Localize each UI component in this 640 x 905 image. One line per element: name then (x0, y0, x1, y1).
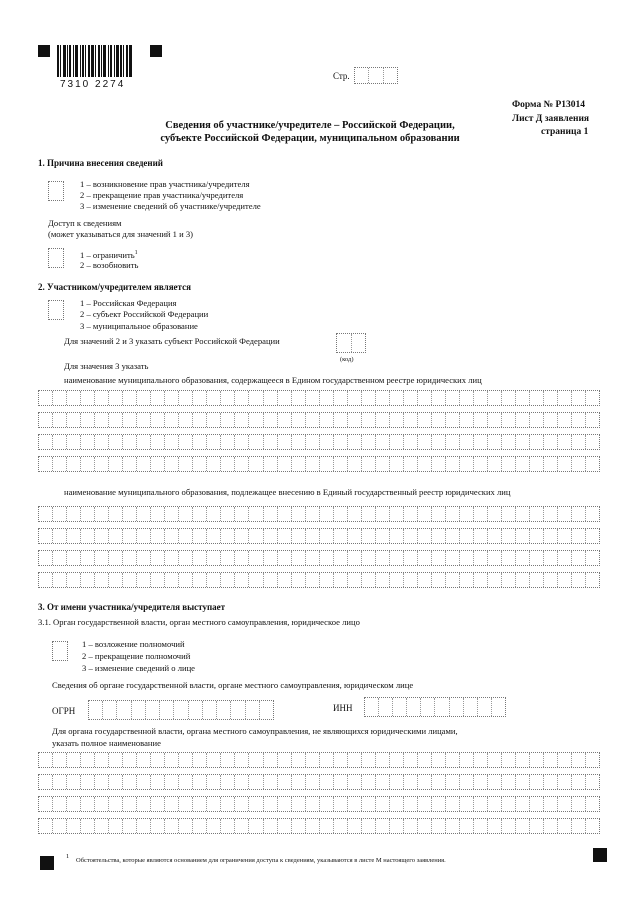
full-name-row-4[interactable] (38, 818, 600, 834)
new-name-row-1[interactable] (38, 506, 600, 522)
access-label: Доступ к сведениям (48, 218, 122, 228)
inn-label: ИНН (333, 703, 353, 713)
access-cell[interactable] (48, 248, 64, 268)
footnote-mark: 1 (66, 853, 70, 860)
organ-info-label: Сведения об органе государственной власти, органе местного самоуправления, юридическом лице (52, 680, 414, 690)
section1-option-2: 2 – прекращение прав участника/учредителя (80, 190, 244, 200)
section2-option-2: 2 – субъект Российской Федерации (80, 309, 209, 319)
subject-label: Для значений 2 и 3 указать субъект Российской Федерации (64, 336, 280, 346)
sheet-label: Лист Д заявления (512, 114, 590, 124)
ogrn-cells[interactable] (88, 700, 274, 720)
section1-option-1: 1 – возникновение прав участника/учредителя (80, 179, 250, 189)
value3-label: Для значения 3 указать (64, 361, 149, 371)
corner-marker-top-left (38, 45, 50, 57)
form-number: Форма № Р13014 (512, 100, 586, 110)
barcode-number: 7310 2274 (60, 79, 126, 90)
page-title-line2: субъекте Российской Федерации, муниципальном образовании (160, 133, 460, 145)
registry-name-row-2[interactable] (38, 412, 600, 428)
new-name-row-4[interactable] (38, 572, 600, 588)
section2-type-cell[interactable] (48, 300, 64, 320)
full-name-row-3[interactable] (38, 796, 600, 812)
new-name-label: наименование муниципального образования, подлежащее внесению в Единый государственный реестр юридических лиц (64, 487, 511, 497)
corner-marker-bottom-left (40, 856, 54, 870)
section3-subheading: 3.1. Орган государственной власти, орган местного самоуправления, юридическое лицо (38, 617, 360, 627)
section3-option-3: 3 – изменение сведений о лице (82, 663, 195, 673)
section3-option-1: 1 – возложение полномочий (82, 639, 185, 649)
registry-name-row-1[interactable] (38, 390, 600, 406)
section3-option-2: 2 – прекращение полномочий (82, 651, 191, 661)
page-label: Стр. (333, 71, 350, 81)
section3-heading: 3. От имени участника/учредителя выступает (38, 602, 226, 612)
access-note: (может указываться для значений 1 и 3) (48, 229, 194, 239)
section2-option-1: 1 – Российская Федерация (80, 298, 177, 308)
inn-cells[interactable] (364, 697, 506, 717)
access-option-1-label: 1 – ограничить (80, 249, 135, 260)
code-label: (код) (340, 356, 354, 363)
registry-name-row-4[interactable] (38, 456, 600, 472)
corner-marker-top-right (150, 45, 162, 57)
subject-code-cells[interactable] (336, 333, 366, 353)
page-title-line1: Сведения об участнике/учредителе – Российской Федерации, (165, 120, 455, 131)
full-name-row-1[interactable] (38, 752, 600, 768)
footnote-text: Обстоятельства, которые являются основанием для ограничения доступа к сведениям, указываются в листе М настоящего заявления. (76, 857, 446, 864)
registry-name-label: наименование муниципального образования, содержащееся в Едином государственном реестре юридических лиц (64, 375, 482, 385)
section1-heading: 1. Причина внесения сведений (38, 158, 163, 168)
registry-name-row-3[interactable] (38, 434, 600, 450)
page-title (140, 119, 480, 145)
ogrn-label: ОГРН (52, 706, 76, 716)
footnote-ref: 1 (134, 250, 138, 256)
new-name-row-3[interactable] (38, 550, 600, 566)
barcode (57, 45, 137, 77)
full-name-row-2[interactable] (38, 774, 600, 790)
new-name-row-2[interactable] (38, 528, 600, 544)
access-option-2: 2 – возобновить (80, 260, 139, 270)
corner-marker-bottom-right (593, 848, 607, 862)
sheet-page: страница 1 (541, 127, 589, 137)
section1-reason-cell[interactable] (48, 181, 64, 201)
section1-option-3: 3 – изменение сведений об участнике/учредителе (80, 201, 261, 211)
non-legal-line2: указать полное наименование (52, 738, 161, 748)
section2-option-3: 3 – муниципальное образование (80, 321, 198, 331)
section2-heading: 2. Участником/учредителем является (38, 282, 191, 292)
non-legal-line1: Для органа государственной власти, органа местного самоуправления, не являющихся юридическими лицами, (52, 726, 458, 736)
section3-reason-cell[interactable] (52, 641, 68, 661)
page-number-cells[interactable] (354, 67, 398, 84)
